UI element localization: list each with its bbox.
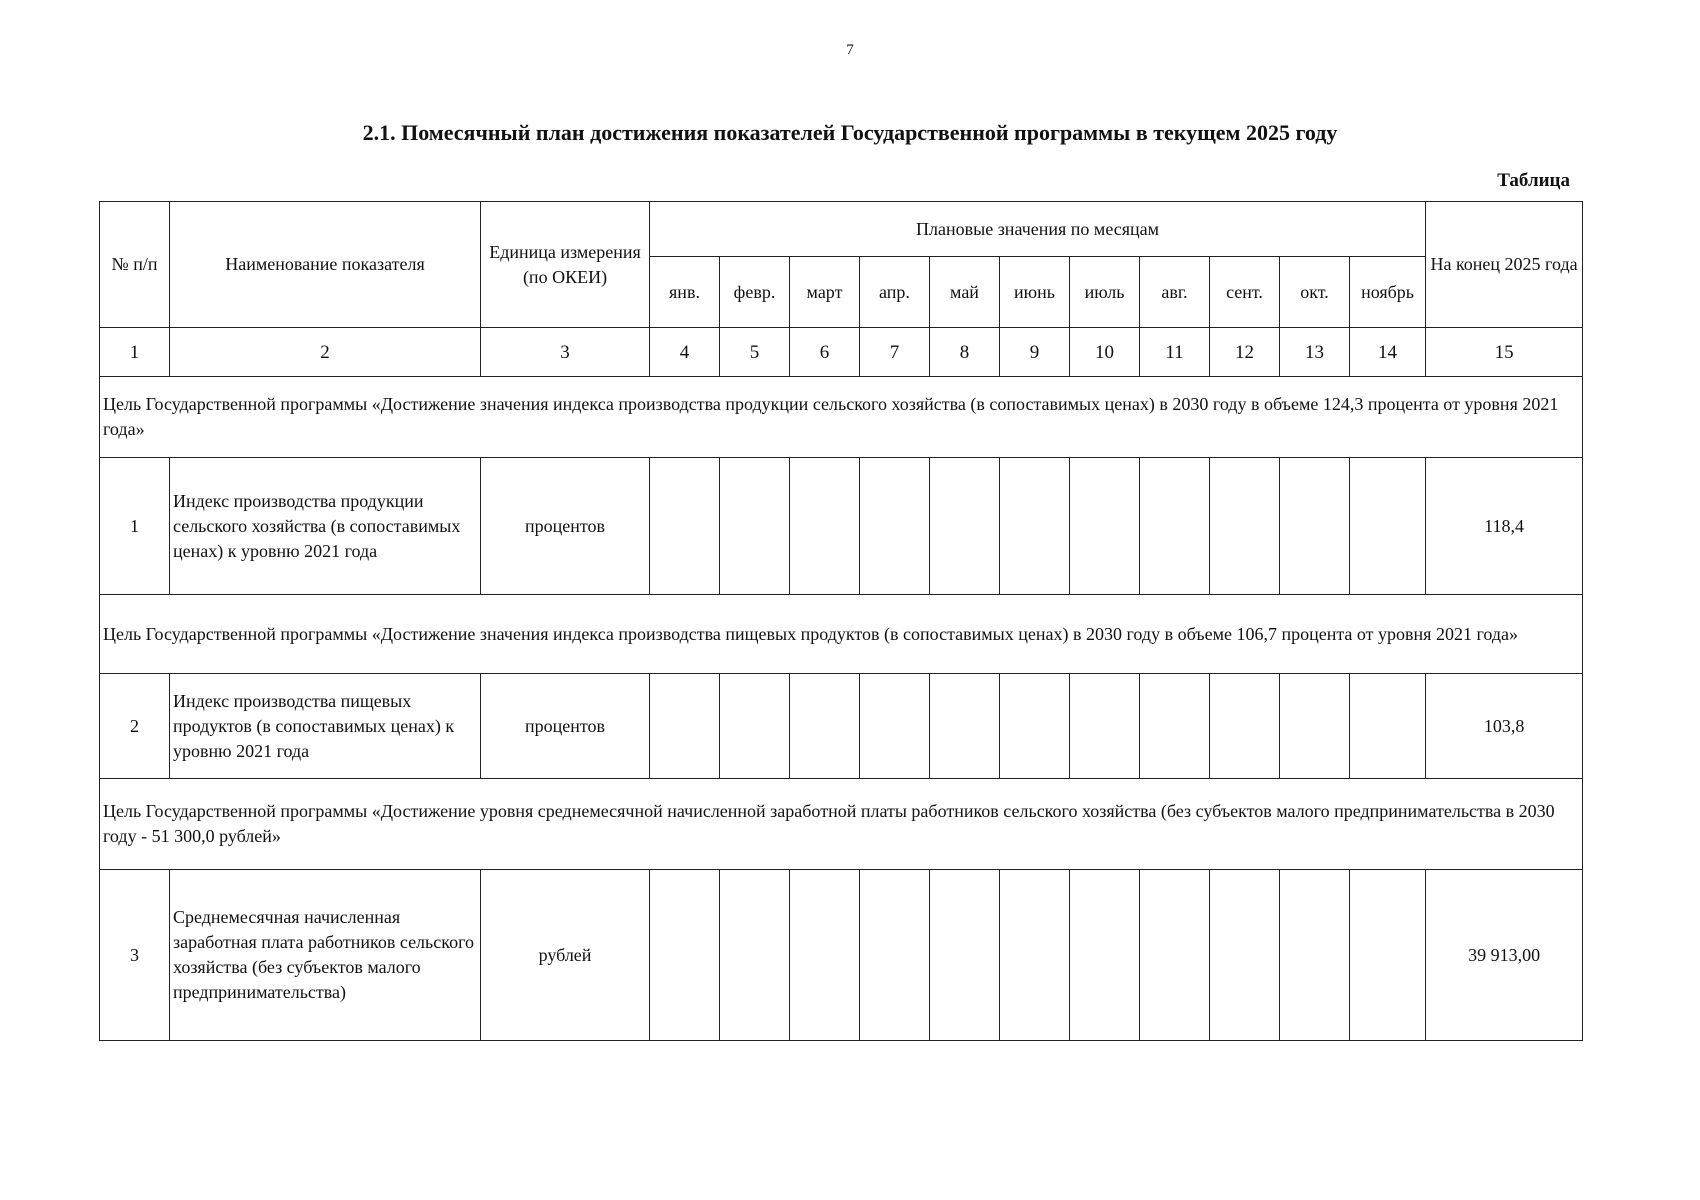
month-value-cell bbox=[1140, 870, 1210, 1041]
header-month: апр. bbox=[860, 257, 930, 328]
header-end-of-year: На конец 2025 года bbox=[1426, 202, 1583, 328]
header-month: ноябрь bbox=[1350, 257, 1426, 328]
header-month: июнь bbox=[1000, 257, 1070, 328]
month-value-cell bbox=[650, 458, 720, 595]
goal-row bbox=[100, 377, 1583, 458]
indicator-num: 1 bbox=[100, 458, 170, 595]
goal-text: Цель Государственной программы «Достижение значения индекса производства продукции сельского хозяйства (в сопоставимых ценах) в 2030 году в объеме 124,3 процента от уровня 2021 года» bbox=[100, 377, 1583, 458]
month-value-cell bbox=[720, 870, 790, 1041]
monthly-plan-table bbox=[99, 201, 1583, 1041]
column-number: 7 bbox=[860, 328, 930, 377]
month-value-cell bbox=[650, 674, 720, 779]
table-caption: Таблица bbox=[1497, 170, 1570, 191]
header-name: Наименование показателя bbox=[170, 202, 481, 328]
indicator-name: Индекс производства пищевых продуктов (в сопоставимых ценах) к уровню 2021 года bbox=[170, 674, 481, 779]
month-value-cell bbox=[930, 458, 1000, 595]
month-value-cell bbox=[1280, 458, 1350, 595]
header-num: № п/п bbox=[100, 202, 170, 328]
goal-text: Цель Государственной программы «Достижение значения индекса производства пищевых продуктов (в сопоставимых ценах) в 2030 году в объеме 106,7 процента от уровня 2021 года» bbox=[100, 595, 1583, 674]
month-value-cell bbox=[1070, 674, 1140, 779]
indicator-row bbox=[100, 870, 1583, 1041]
column-number: 1 bbox=[100, 328, 170, 377]
column-number: 5 bbox=[720, 328, 790, 377]
column-number: 9 bbox=[1000, 328, 1070, 377]
indicator-end-value: 103,8 bbox=[1426, 674, 1583, 779]
month-value-cell bbox=[720, 674, 790, 779]
column-number: 3 bbox=[481, 328, 650, 377]
indicator-unit: процентов bbox=[481, 458, 650, 595]
month-value-cell bbox=[1350, 458, 1426, 595]
month-value-cell bbox=[1140, 674, 1210, 779]
header-month: янв. bbox=[650, 257, 720, 328]
header-planned-by-month: Плановые значения по месяцам bbox=[650, 202, 1426, 257]
column-number: 11 bbox=[1140, 328, 1210, 377]
indicator-name: Индекс производства продукции сельского хозяйства (в сопоставимых ценах) к уровню 2021 года bbox=[170, 458, 481, 595]
month-value-cell bbox=[1210, 674, 1280, 779]
month-value-cell bbox=[1140, 458, 1210, 595]
header-unit: Единица измерения (по ОКЕИ) bbox=[481, 202, 650, 328]
month-value-cell bbox=[790, 674, 860, 779]
page-number: 7 bbox=[846, 42, 854, 58]
month-value-cell bbox=[720, 458, 790, 595]
header-month: февр. bbox=[720, 257, 790, 328]
indicator-num: 3 bbox=[100, 870, 170, 1041]
month-value-cell bbox=[1350, 870, 1426, 1041]
indicator-row bbox=[100, 674, 1583, 779]
indicator-end-value: 118,4 bbox=[1426, 458, 1583, 595]
month-value-cell bbox=[1000, 870, 1070, 1041]
column-number: 4 bbox=[650, 328, 720, 377]
month-value-cell bbox=[650, 870, 720, 1041]
goal-row bbox=[100, 595, 1583, 674]
month-value-cell bbox=[1280, 870, 1350, 1041]
month-value-cell bbox=[1070, 870, 1140, 1041]
header-month: июль bbox=[1070, 257, 1140, 328]
month-value-cell bbox=[860, 458, 930, 595]
month-value-cell bbox=[1350, 674, 1426, 779]
indicator-num: 2 bbox=[100, 674, 170, 779]
goal-text: Цель Государственной программы «Достижение уровня среднемесячной начисленной заработной платы работников сельского хозяйства (без субъектов малого предпринимательства в 2030 году - 51 300,0 рублей» bbox=[100, 779, 1583, 870]
header-month: окт. bbox=[1280, 257, 1350, 328]
column-number: 10 bbox=[1070, 328, 1140, 377]
month-value-cell bbox=[860, 674, 930, 779]
month-value-cell bbox=[1210, 458, 1280, 595]
column-number: 8 bbox=[930, 328, 1000, 377]
column-numbers-row bbox=[100, 328, 1583, 377]
indicator-row bbox=[100, 458, 1583, 595]
header-month: сент. bbox=[1210, 257, 1280, 328]
month-value-cell bbox=[1000, 458, 1070, 595]
indicator-end-value: 39 913,00 bbox=[1426, 870, 1583, 1041]
header-month: май bbox=[930, 257, 1000, 328]
month-value-cell bbox=[1210, 870, 1280, 1041]
header-month: март bbox=[790, 257, 860, 328]
column-number: 14 bbox=[1350, 328, 1426, 377]
column-number: 13 bbox=[1280, 328, 1350, 377]
month-value-cell bbox=[930, 870, 1000, 1041]
month-value-cell bbox=[790, 458, 860, 595]
month-value-cell bbox=[860, 870, 930, 1041]
column-number: 15 bbox=[1426, 328, 1583, 377]
goal-row bbox=[100, 779, 1583, 870]
month-value-cell bbox=[1000, 674, 1070, 779]
month-value-cell bbox=[1070, 458, 1140, 595]
column-number: 6 bbox=[790, 328, 860, 377]
indicator-unit: процентов bbox=[481, 674, 650, 779]
document-title: 2.1. Помесячный план достижения показателей Государственной программы в текущем 2025 году bbox=[362, 120, 1338, 145]
indicator-unit: рублей bbox=[481, 870, 650, 1041]
indicator-name: Среднемесячная начисленная заработная плата работников сельского хозяйства (без субъектов малого предпринимательства) bbox=[170, 870, 481, 1041]
column-number: 2 bbox=[170, 328, 481, 377]
header-row bbox=[100, 202, 1583, 257]
month-value-cell bbox=[790, 870, 860, 1041]
header-month: авг. bbox=[1140, 257, 1210, 328]
month-value-cell bbox=[930, 674, 1000, 779]
month-value-cell bbox=[1280, 674, 1350, 779]
column-number: 12 bbox=[1210, 328, 1280, 377]
